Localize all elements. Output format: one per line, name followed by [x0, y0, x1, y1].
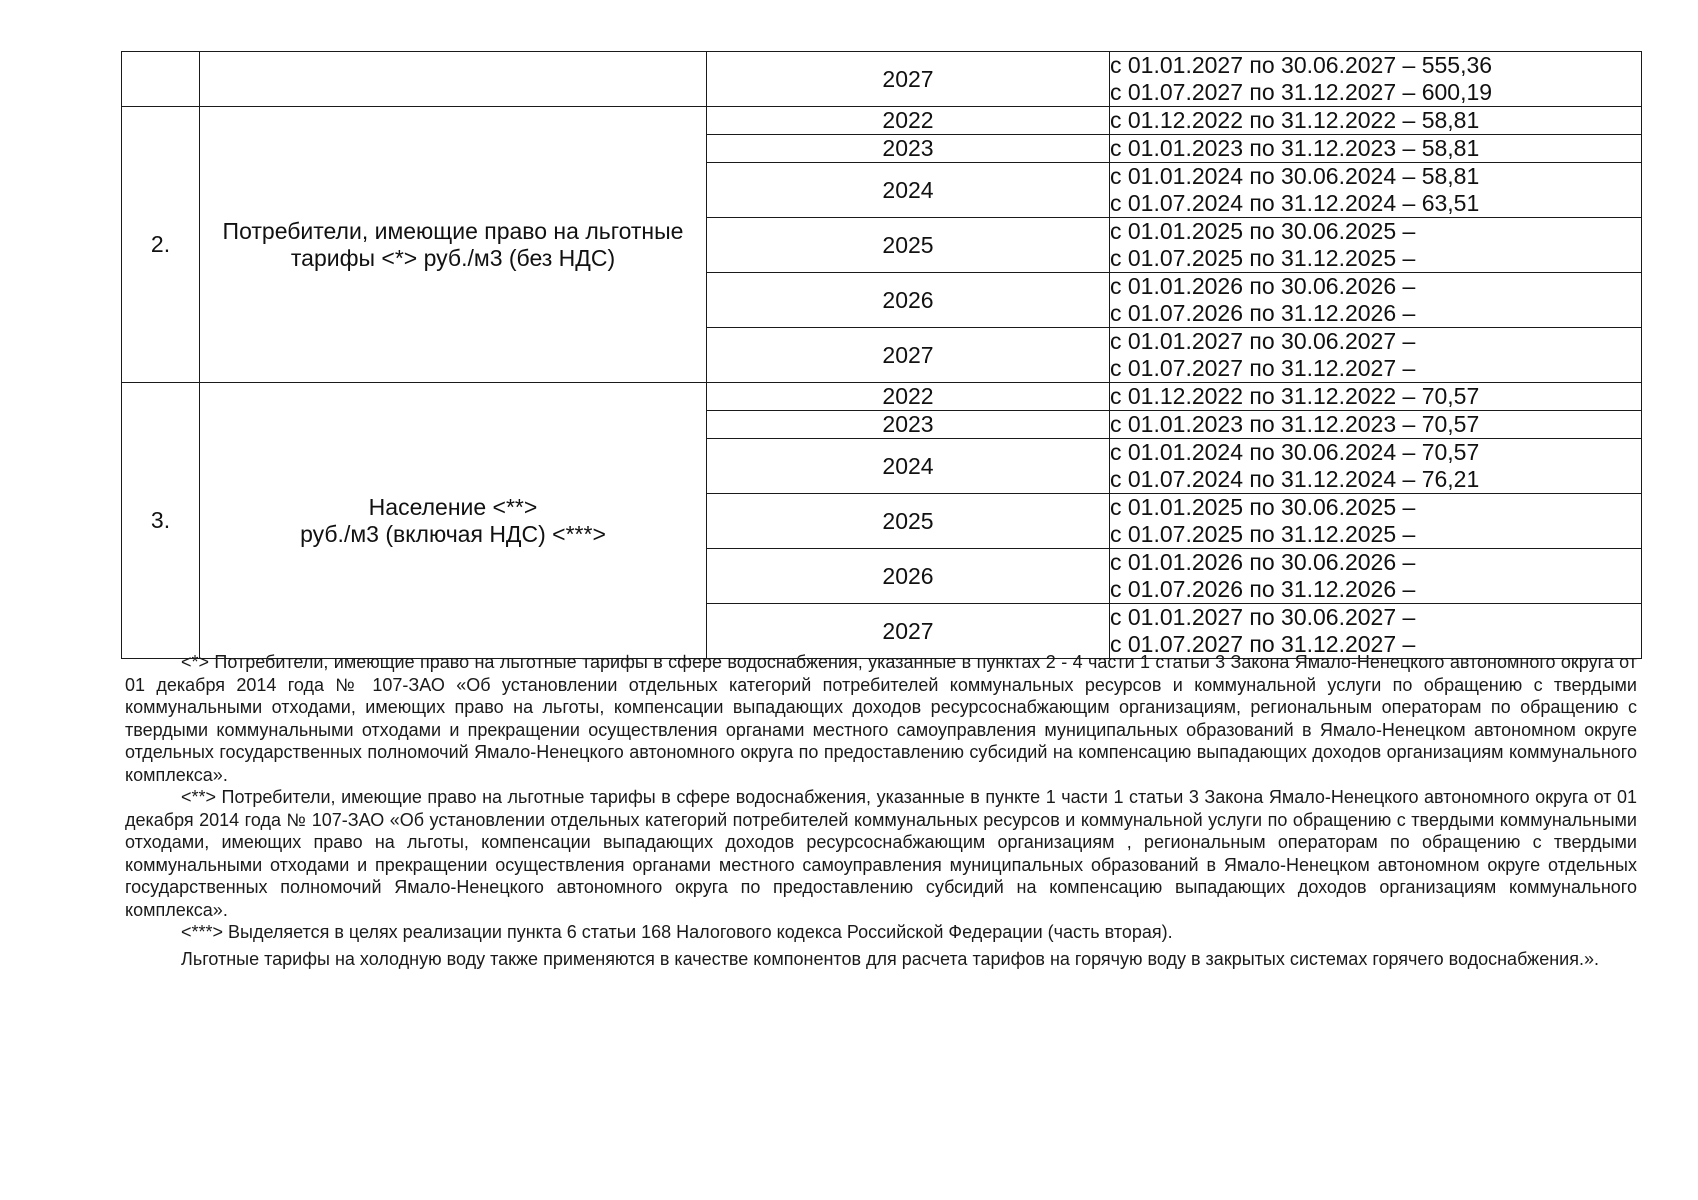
tariff-period-line: с 01.07.2027 по 31.12.2027 – [1110, 631, 1416, 657]
tariff-periods [1110, 135, 1642, 163]
table-row [122, 107, 1642, 135]
tariff-period-line: с 01.07.2025 по 31.12.2025 – [1110, 245, 1416, 271]
tariff-year: 2024 [707, 439, 1110, 494]
tariff-periods [1110, 273, 1642, 328]
footnote-hot-water: Льготные тарифы на холодную воду также применяются в качестве компонентов для расчета тарифов на горячую воду в закрытых системах горячего водоснабжения.». [181, 948, 1599, 969]
tariff-period-line: с 01.12.2022 по 31.12.2022 – 58,81 [1110, 107, 1480, 133]
consumer-category: Население <**> руб./м3 (включая НДС) <***> [200, 383, 707, 659]
table-row [122, 383, 1642, 411]
tariff-periods [1110, 383, 1642, 411]
tariff-period-line: с 01.07.2026 по 31.12.2026 – [1110, 576, 1416, 602]
tariff-period-line: с 01.01.2023 по 31.12.2023 – 58,81 [1110, 135, 1480, 161]
tariff-period-line: с 01.01.2027 по 30.06.2027 – [1110, 328, 1416, 354]
tariff-period-line: с 01.07.2024 по 31.12.2024 – 76,21 [1110, 466, 1480, 492]
tariff-periods [1110, 411, 1642, 439]
tariff-period-line: с 01.01.2023 по 31.12.2023 – 70,57 [1110, 411, 1480, 437]
tariff-periods [1110, 549, 1642, 604]
tariff-period-line: с 01.01.2024 по 30.06.2024 – 58,81 [1110, 163, 1480, 189]
tariff-periods [1110, 163, 1642, 218]
consumer-category: Потребители, имеющие право на льготные тарифы <*> руб./м3 (без НДС) [200, 107, 707, 383]
footnote-population: <**> Потребители, имеющие право на льготные тарифы в сфере водоснабжения, указанные в пункте 1 части 1 статьи 3 Закона Ямало-Ненецкого автономного округа от 01 декабря 2014 года № 107-ЗАО «Об установлении отдельных категорий потребителей коммунальных ресурсов и коммунальной услуги по обращению с твердыми коммунальными отходами, имеющих право на льготы, компенсации выпадающих доходов ресурсоснабжающим организациям , региональным операторам по обращению с твердыми коммунальными отходами и прекращении осуществления органами местного самоуправления муниципальных образований в Ямало-Ненецком автономном округе отдельных государственных полномочий Ямало-Ненецкого автономного округа по предоставлению субсидий на компенсацию выпадающих доходов организациям коммунального комплекса». [125, 787, 1637, 920]
tariff-year: 2023 [707, 135, 1110, 163]
tariff-period-line: с 01.07.2027 по 31.12.2027 – [1110, 355, 1416, 381]
tariff-periods [1110, 494, 1642, 549]
footnotes [125, 651, 1637, 974]
row-number [122, 52, 200, 107]
tariff-table-body [122, 52, 1642, 659]
consumer-category [200, 52, 707, 107]
tariff-period-line: с 01.01.2025 по 30.06.2025 – [1110, 218, 1416, 244]
tariff-periods [1110, 52, 1642, 107]
row-number: 2. [122, 107, 200, 383]
tariff-period-line: с 01.01.2025 по 30.06.2025 – [1110, 494, 1416, 520]
tariff-period-line: с 01.01.2027 по 30.06.2027 – [1110, 604, 1416, 630]
tariff-year: 2027 [707, 52, 1110, 107]
tariff-year: 2027 [707, 328, 1110, 383]
tariff-periods [1110, 328, 1642, 383]
tariff-year: 2026 [707, 549, 1110, 604]
table-row [122, 52, 1642, 107]
footnote-privileged-consumers: <*> Потребители, имеющие право на льготные тарифы в сфере водоснабжения, указанные в пунктах 2 - 4 части 1 статьи 3 Закона Ямало-Ненецкого автономного округа от 01 декабря 2014 года № 107-ЗАО «Об установлении отдельных категорий потребителей коммунальных ресурсов и коммунальной услуги по обращению с твердыми коммунальными отходами, имеющих право на льготы, компенсации выпадающих доходов ресурсоснабжающим организациям, региональным операторам по обращению с твердыми коммунальными отходами и прекращении осуществления органами местного самоуправления муниципальных образований в Ямало-Ненецком автономном округе отдельных государственных полномочий Ямало-Ненецкого автономного округа по предоставлению субсидий на компенсацию выпадающих доходов организациям коммунального комплекса». [125, 652, 1637, 785]
tariff-year: 2022 [707, 383, 1110, 411]
tariff-period-line: с 01.07.2025 по 31.12.2025 – [1110, 521, 1416, 547]
tariff-year: 2024 [707, 163, 1110, 218]
tariff-periods [1110, 218, 1642, 273]
tariff-period-line: с 01.12.2022 по 31.12.2022 – 70,57 [1110, 383, 1480, 409]
tariff-period-line: с 01.01.2026 по 30.06.2026 – [1110, 273, 1416, 299]
tariff-period-line: с 01.01.2027 по 30.06.2027 – 555,36 [1110, 52, 1493, 78]
tariff-year: 2027 [707, 604, 1110, 659]
tariff-year: 2025 [707, 218, 1110, 273]
tariff-table [121, 51, 1642, 659]
tariff-periods [1110, 439, 1642, 494]
tariff-year: 2022 [707, 107, 1110, 135]
tariff-period-line: с 01.01.2026 по 30.06.2026 – [1110, 549, 1416, 575]
footnote-vat: <***> Выделяется в целях реализации пункта 6 статьи 168 Налогового кодекса Российской Федерации (часть вторая). [181, 922, 1173, 942]
tariff-periods [1110, 107, 1642, 135]
tariff-year: 2023 [707, 411, 1110, 439]
tariff-period-line: с 01.01.2024 по 30.06.2024 – 70,57 [1110, 439, 1480, 465]
row-number: 3. [122, 383, 200, 659]
tariff-period-line: с 01.07.2024 по 31.12.2024 – 63,51 [1110, 190, 1480, 216]
tariff-period-line: с 01.07.2026 по 31.12.2026 – [1110, 300, 1416, 326]
tariff-year: 2026 [707, 273, 1110, 328]
tariff-year: 2025 [707, 494, 1110, 549]
tariff-period-line: с 01.07.2027 по 31.12.2027 – 600,19 [1110, 79, 1493, 105]
